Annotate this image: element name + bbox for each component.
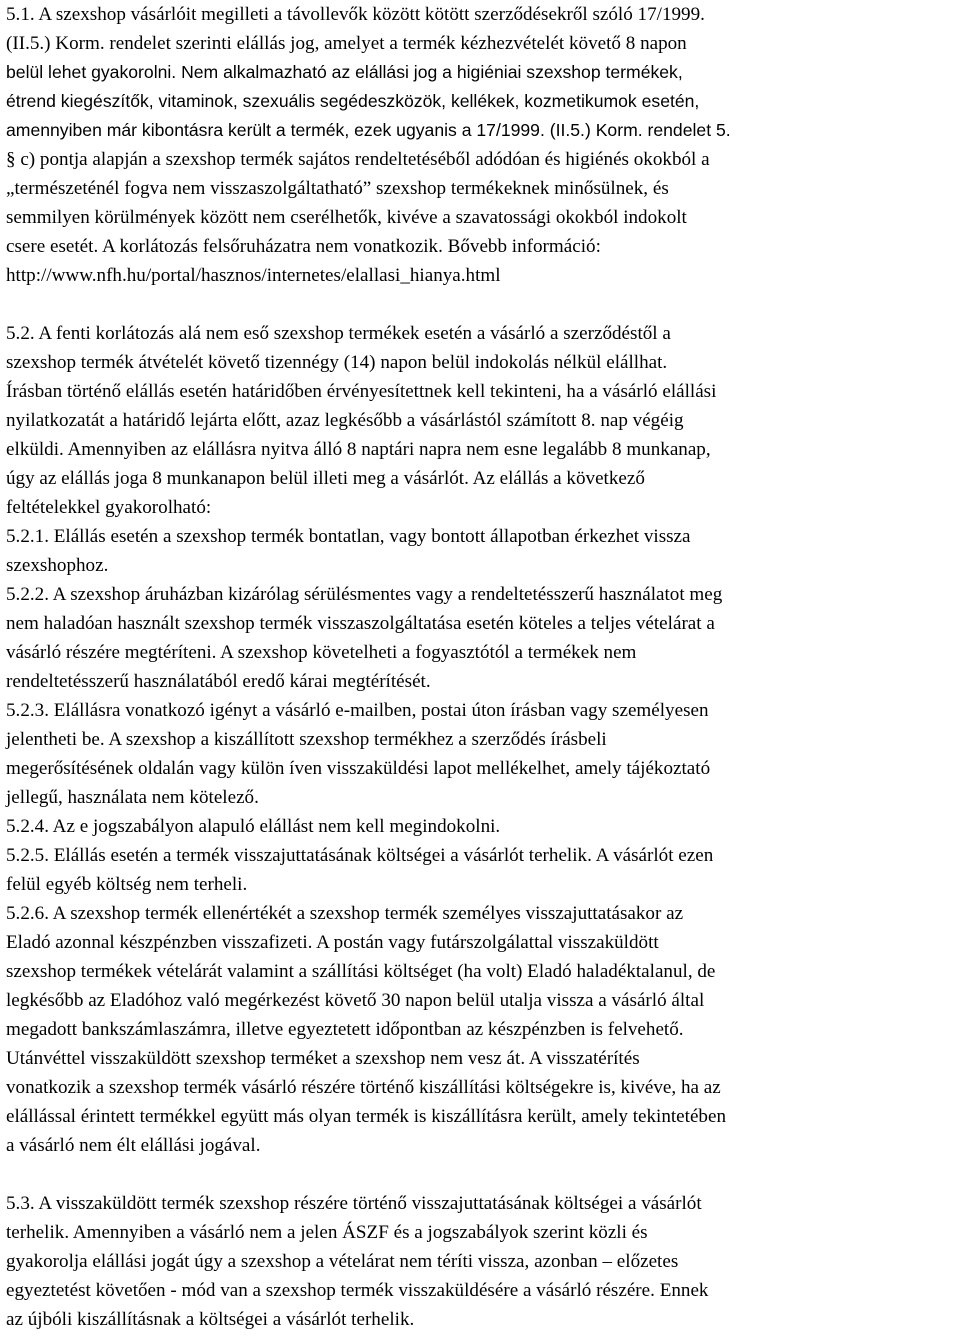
text-line: feltételekkel gyakorolható:: [6, 497, 212, 518]
text-line: gyakorolja elállási jogát úgy a szexshop a vételárat nem téríti vissza, azonban – előzetes: [6, 1251, 679, 1272]
paragraph-gap: [6, 290, 942, 319]
text-line: 5.2.3. Elállásra vonatkozó igényt a vásárló e-mailben, postai úton írásban vagy személyesen: [6, 700, 709, 721]
text-line: 5.3. A visszaküldött termék szexshop részére történő visszajuttatásának költségei a vásárlót: [6, 1193, 702, 1214]
text-line: § c) pontja alapján a szexshop termék sajátos rendeltetéséből adódóan és higiénés okokból a: [6, 149, 710, 170]
text-line: Utánvéttel visszaküldött szexshop terméket a szexshop nem vesz át. A visszatérítés: [6, 1048, 640, 1069]
section-5-1: [6, 0, 942, 290]
text-line: megadott bankszámlaszámra, illetve egyeztetett időpontban az készpénzben is felvehető.: [6, 1019, 684, 1040]
reference-url: http://www.nfh.hu/portal/hasznos/internetes/elallasi_hianya.html: [6, 265, 501, 286]
text-line: a vásárló nem élt elállási jogával.: [6, 1135, 261, 1156]
text-line: elállással érintett termékkel együtt más olyan termék is kiszállításra került, amely tekintetében: [6, 1106, 727, 1127]
text-line: elküldi. Amennyiben az elállásra nyitva álló 8 naptári napra nem esne legalább 8 munkanap,: [6, 439, 711, 460]
text-line: felül egyéb költség nem terheli.: [6, 874, 248, 895]
text-line: csere esetét. A korlátozás felsőruházatra nem vonatkozik. Bővebb információ:: [6, 236, 601, 257]
text-line: 5.1. A szexshop vásárlóit megilleti a távollevők között kötött szerződésekről szóló 17/1999.: [6, 4, 705, 25]
text-line: 5.2.5. Elállás esetén a termék visszajuttatásának költségei a vásárlót terhelik. A vásárlót ezen: [6, 845, 714, 866]
text-line: szexshop termék átvételét követő tizennégy (14) napon belül indokolás nélkül elállhat.: [6, 352, 668, 373]
text-line: 5.2. A fenti korlátozás alá nem eső szexshop termékek esetén a vásárló a szerződéstől a: [6, 323, 671, 344]
text-line: szexshop termékek vételárát valamint a szállítási költséget (ha volt) Eladó haladéktalanul, de: [6, 961, 716, 982]
text-line: étrend kiegészítők, vitaminok, szexuális segédeszközök, kellékek, kozmetikumok esetén,: [6, 91, 700, 111]
text-line: egyeztetést követően - mód van a szexshop termék visszaküldésére a vásárló részére. Ennek: [6, 1280, 709, 1301]
text-line: jellegű, használata nem kötelező.: [6, 787, 259, 808]
text-line: terhelik. Amennyiben a vásárló nem a jelen ÁSZF és a jogszabályok szerint közli és: [6, 1222, 648, 1243]
text-line: belül lehet gyakorolni. Nem alkalmazható az elállási jog a higiéniai szexshop termékek,: [6, 62, 683, 82]
text-line: 5.2.4. Az e jogszabályon alapuló elállást nem kell megindokolni.: [6, 816, 501, 837]
text-line: Írásban történő elállás esetén határidőben érvényesítettnek kell tekinteni, ha a vásárló elállási: [6, 381, 717, 402]
text-line: nem haladóan használt szexshop termék visszaszolgáltatása esetén köteles a teljes vételárat a: [6, 613, 715, 634]
text-line: 5.2.6. A szexshop termék ellenértékét a szexshop termék személyes visszajuttatásakor az: [6, 903, 684, 924]
text-line: 5.2.1. Elállás esetén a szexshop termék bontatlan, vagy bontott állapotban érkezhet vissza: [6, 526, 691, 547]
text-line: legkésőbb az Eladóhoz való megérkezést követő 30 napon belül utalja vissza a vásárló által: [6, 990, 705, 1011]
text-line: nyilatkozatát a határidő lejárta előtt, azaz legkésőbb a vásárlástól számított 8. nap végéig: [6, 410, 684, 431]
text-line: megerősítésének oldalán vagy külön íven visszaküldési lapot mellékelhet, amely tájékoztató: [6, 758, 711, 779]
text-line: 5.2.2. A szexshop áruházban kizárólag sérülésmentes vagy a rendeltetésszerű használatot meg: [6, 584, 723, 605]
text-line: vonatkozik a szexshop termék vásárló részére történő kiszállítási költségekre is, kivéve, ha az: [6, 1077, 721, 1098]
text-line: amennyiben már kibontásra került a termék, ezek ugyanis a 17/1999. (II.5.) Korm. rendelet 5.: [6, 120, 731, 140]
text-line: úgy az elállás joga 8 munkanapon belül illeti meg a vásárlót. Az elállás a következő: [6, 468, 645, 489]
section-5-3: [6, 1189, 942, 1334]
text-line: jelentheti be. A szexshop a kiszállított szexshop termékhez a szerződés írásbeli: [6, 729, 607, 750]
text-line: szexshophoz.: [6, 555, 109, 576]
text-line: semmilyen körülmények között nem cserélhetők, kivéve a szavatossági okokból indokolt: [6, 207, 687, 228]
text-line: az újbóli kiszállításnak a költségei a vásárlót terhelik.: [6, 1309, 415, 1330]
text-line: vásárló részére megtéríteni. A szexshop követelheti a fogyasztótól a termékek nem: [6, 642, 637, 663]
text-line: „természeténél fogva nem visszaszolgáltatható” szexshop termékeknek minősülnek, és: [6, 178, 669, 199]
text-line: Eladó azonnal készpénzben visszafizeti. A postán vagy futárszolgálattal visszaküldött: [6, 932, 659, 953]
text-line: rendeltetésszerű használatából eredő kárai megtérítését.: [6, 671, 431, 692]
section-5-2: [6, 319, 942, 1160]
paragraph-gap: [6, 1160, 942, 1189]
text-line: (II.5.) Korm. rendelet szerinti elállás jog, amelyet a termék kézhezvételét követő 8 napon: [6, 33, 687, 54]
